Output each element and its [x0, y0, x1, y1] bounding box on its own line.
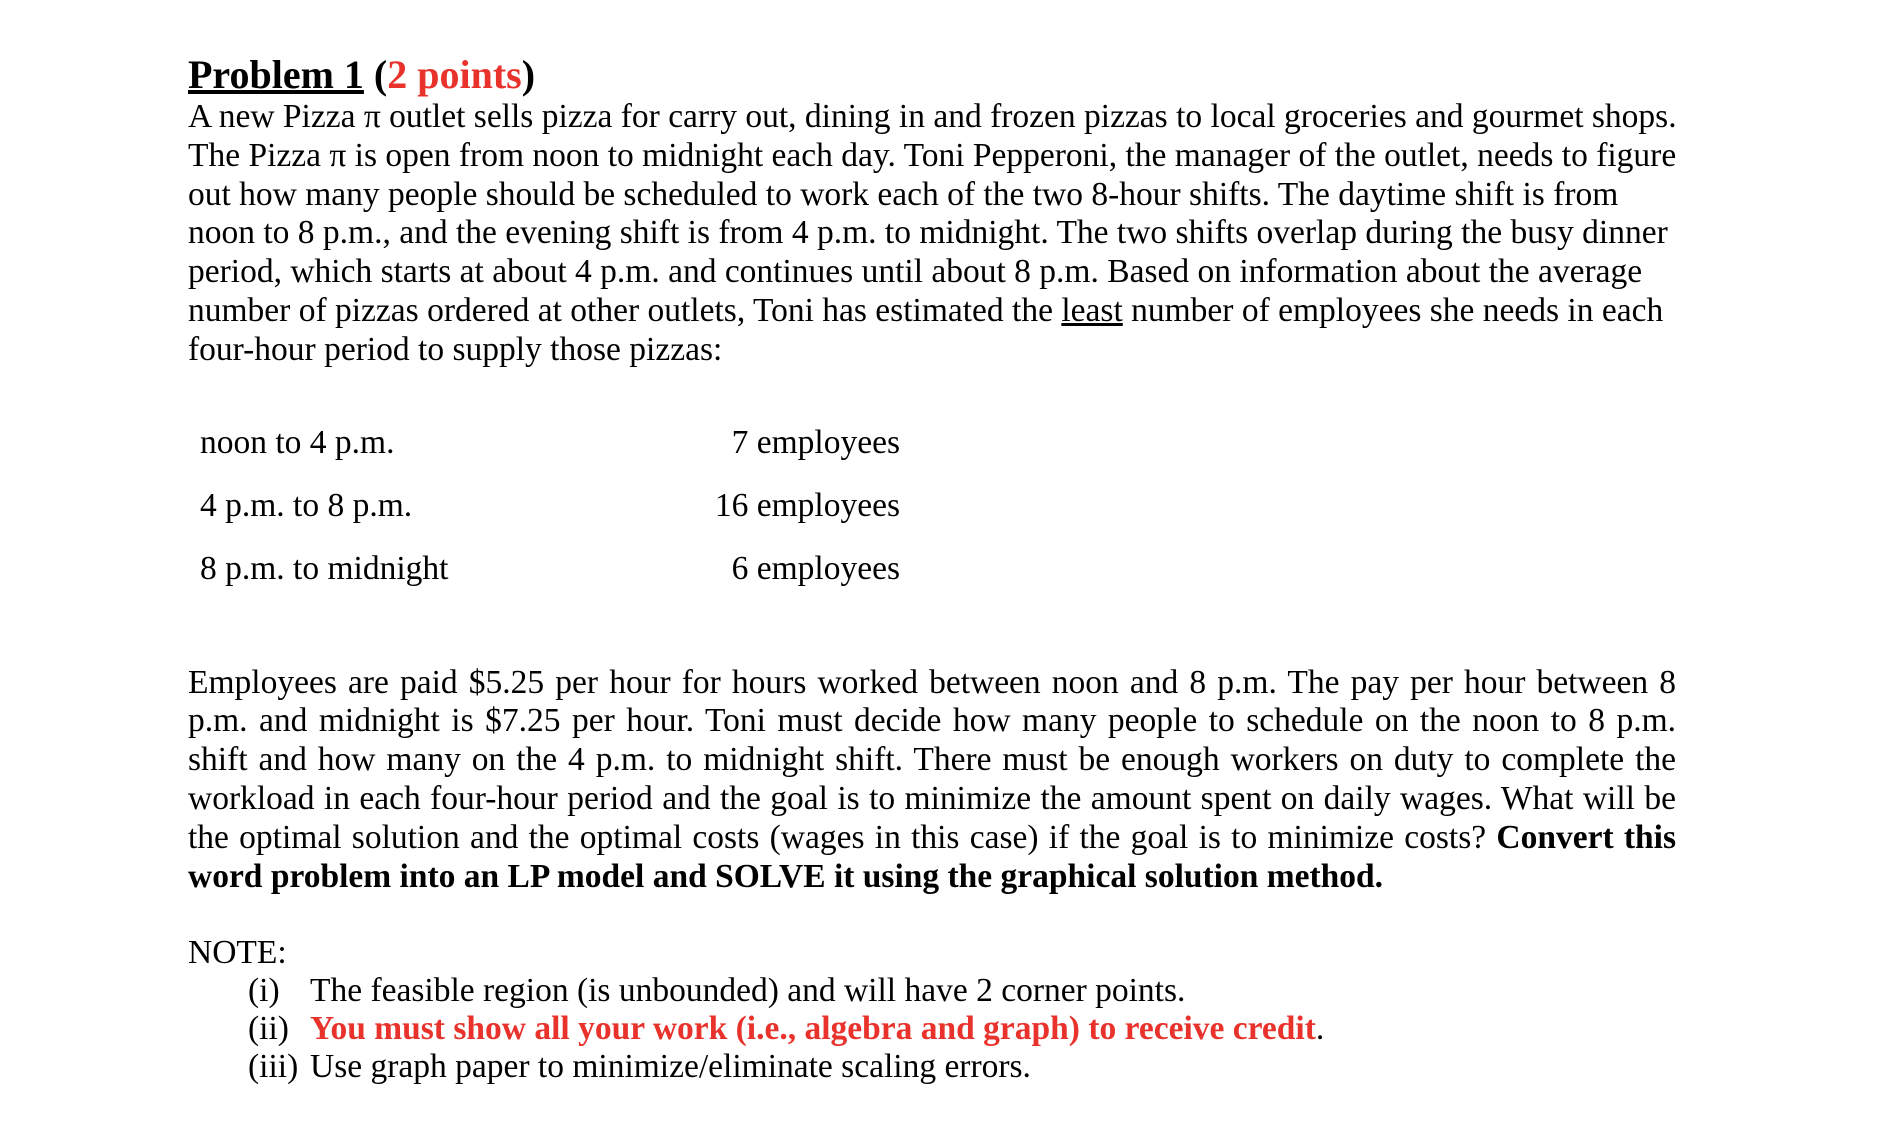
- staffing-period: 8 p.m. to midnight: [200, 549, 449, 587]
- problem-points: 2 points: [387, 52, 522, 97]
- staffing-period: noon to 4 p.m.: [200, 423, 395, 461]
- note-text: The feasible region (is unbounded) and will have 2 corner points.: [310, 972, 1186, 1010]
- note-item: [248, 1048, 1688, 1086]
- staffing-count: 7 employees: [731, 423, 900, 461]
- note-item: [248, 1010, 1688, 1048]
- note-heading: NOTE:: [188, 934, 287, 972]
- note-marker: (iii): [248, 1048, 299, 1086]
- problem-intro: [188, 98, 1688, 370]
- staffing-count: 6 employees: [731, 549, 900, 587]
- bold-instruction: Convert this word problem into an LP model and SOLVE it using the graphical solution method.: [188, 818, 1677, 895]
- problem-title: Problem 1 (2 points): [188, 52, 536, 97]
- wages-paragraph: [188, 664, 1676, 897]
- note-text: Use graph paper to minimize/eliminate scaling errors.: [310, 1048, 1031, 1086]
- intro-text-end: number of employees she needs in each four-hour period to supply those pizzas:: [188, 291, 1664, 368]
- problem-number: Problem 1: [188, 52, 364, 97]
- wages-text: Employees are paid $5.25 per hour for hours worked between noon and 8 p.m. The pay per hour between 8 p.m. and midnight is $7.25 per hour. Toni must decide how many people to schedule on the noon to 8 p.m. shift and how many on the 4 p.m. to midnight shift. There must be enough workers on duty to complete the workload in each four-hour period and the goal is to minimize the amount spent on daily wages. What will be the optimal solution and the optimal costs (wages in this case) if the goal is to minimize costs?: [188, 663, 1676, 856]
- staffing-row: [200, 550, 900, 613]
- problem-document: [188, 52, 1688, 1086]
- note-list: [248, 972, 1688, 1086]
- note-warning-text: You must show all your work (i.e., algebra and graph) to receive credit: [310, 1010, 1316, 1048]
- staffing-row: [200, 424, 900, 487]
- staffing-period: 4 p.m. to 8 p.m.: [200, 486, 413, 524]
- intro-text: A new Pizza π outlet sells pizza for carry out, dining in and frozen pizzas to local groceries and gourmet shops. The Pizza π is open from noon to midnight each day. Toni Pepperoni, the manager of the outlet, needs to figure out how many people should be scheduled to work each of the two 8-hour shifts. The daytime shift is from noon to 8 p.m., and the evening shift is from 4 p.m. to midnight. The two shifts overlap during the busy dinner period, which starts at about 4 p.m. and continues until about 8 p.m. Based on information about the average number of pizzas ordered at other outlets, Toni has estimated the: [188, 98, 1677, 329]
- note-marker: (i): [248, 972, 280, 1010]
- staffing-table: [200, 424, 900, 613]
- note-heading-label: NOTE: [188, 934, 278, 972]
- note-item: [248, 972, 1688, 1010]
- note-text-warning: You must show all your work (i.e., algebra and graph) to receive credit.: [310, 1010, 1325, 1048]
- intro-underlined-word: least: [1061, 291, 1123, 329]
- staffing-count: 16 employees: [714, 486, 900, 524]
- note-marker: (ii): [248, 1010, 289, 1048]
- staffing-row: [200, 487, 900, 550]
